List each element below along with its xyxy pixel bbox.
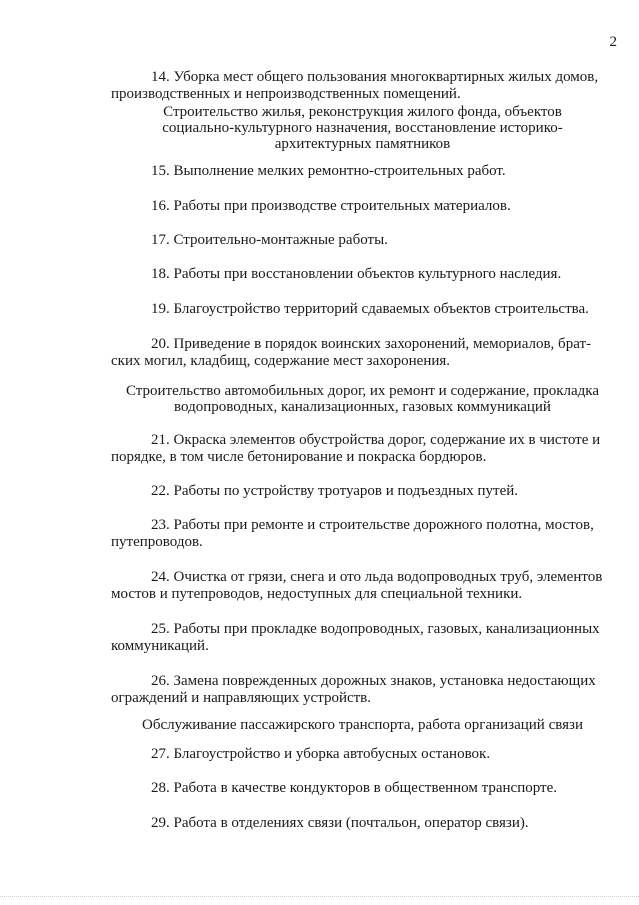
item-line-1: 19. Благоустройство территорий сдаваемых объектов строительства. [151, 301, 589, 317]
item-line-1: 24. Очистка от грязи, снега и ото льда водопроводных труб, элементов [151, 569, 603, 585]
item-line-1: 23. Работы при ремонте и строительстве дорожного полотна, мостов, [151, 517, 594, 533]
page-bottom-edge [0, 896, 639, 898]
list-item-27 [111, 746, 614, 763]
item-line-2: порядке, в том числе бетонирование и покраска бордюров. [111, 449, 487, 465]
list-item-19 [111, 301, 614, 318]
list-item-24 [111, 569, 614, 603]
item-line-1: 22. Работы по устройству тротуаров и подъездных путей. [151, 483, 519, 499]
list-item-21 [111, 432, 614, 466]
heading-line: социально-культурного назначения, восстановление историко- [162, 120, 563, 136]
heading-line: Строительство автомобильных дорог, их ремонт и содержание, прокладка [125, 383, 599, 399]
item-line-1: 18. Работы при восстановлении объектов культурного наследия. [151, 266, 562, 282]
item-line-1: 17. Строительно-монтажные работы. [151, 232, 388, 248]
item-line-2: производственных и непроизводственных помещений. [111, 86, 461, 102]
item-line-2: ограждений и направляющих устройств. [111, 690, 372, 706]
heading-line: Строительство жилья, реконструкция жилого фонда, объектов [163, 104, 562, 120]
item-line-1: 29. Работа в отделениях связи (почтальон, оператор связи). [151, 815, 529, 831]
item-line-1: 21. Окраска элементов обустройства дорог, содержание их в чистоте и [151, 432, 601, 448]
section-heading-transport [111, 717, 614, 733]
list-item-23 [111, 517, 614, 551]
item-line-2: мостов и путепроводов, недоступных для специальной техники. [111, 586, 523, 602]
item-line-1: 26. Замена поврежденных дорожных знаков, установка недостающих [151, 673, 596, 689]
list-item-29 [111, 815, 614, 832]
list-item-15 [111, 163, 614, 180]
item-line-2: путепроводов. [111, 534, 203, 550]
list-item-18 [111, 266, 614, 283]
item-line-1: 14. Уборка мест общего пользования многоквартирных жилых домов, [151, 69, 599, 85]
list-item-26 [111, 673, 614, 707]
item-line-1: 25. Работы при прокладке водопроводных, газовых, канализационных [151, 621, 600, 637]
item-line-2: ских могил, кладбищ, содержание мест захоронения. [111, 353, 451, 369]
list-item-20 [111, 336, 614, 370]
list-item-16 [111, 198, 614, 215]
list-item-14 [111, 69, 614, 103]
item-line-1: 27. Благоустройство и уборка автобусных остановок. [151, 746, 491, 762]
list-item-22 [111, 483, 614, 500]
heading-line: водопроводных, канализационных, газовых коммуникаций [174, 399, 551, 415]
item-line-2: коммуникаций. [111, 638, 209, 654]
list-item-17 [111, 232, 614, 249]
heading-line: архитектурных памятников [274, 136, 451, 152]
item-line-1: 16. Работы при производстве строительных материалов. [151, 198, 511, 214]
section-heading-roads [111, 383, 614, 415]
section-heading-housing [111, 104, 614, 152]
item-line-1: 15. Выполнение мелких ремонтно-строительных работ. [151, 163, 506, 179]
list-item-25 [111, 621, 614, 655]
heading-line: Обслуживание пассажирского транспорта, работа организаций связи [142, 717, 583, 733]
page-number: 2 [609, 34, 617, 50]
list-item-28 [111, 780, 614, 797]
item-line-1: 20. Приведение в порядок воинских захоронений, мемориалов, брат- [151, 336, 592, 352]
item-line-1: 28. Работа в качестве кондукторов в общественном транспорте. [151, 780, 557, 796]
